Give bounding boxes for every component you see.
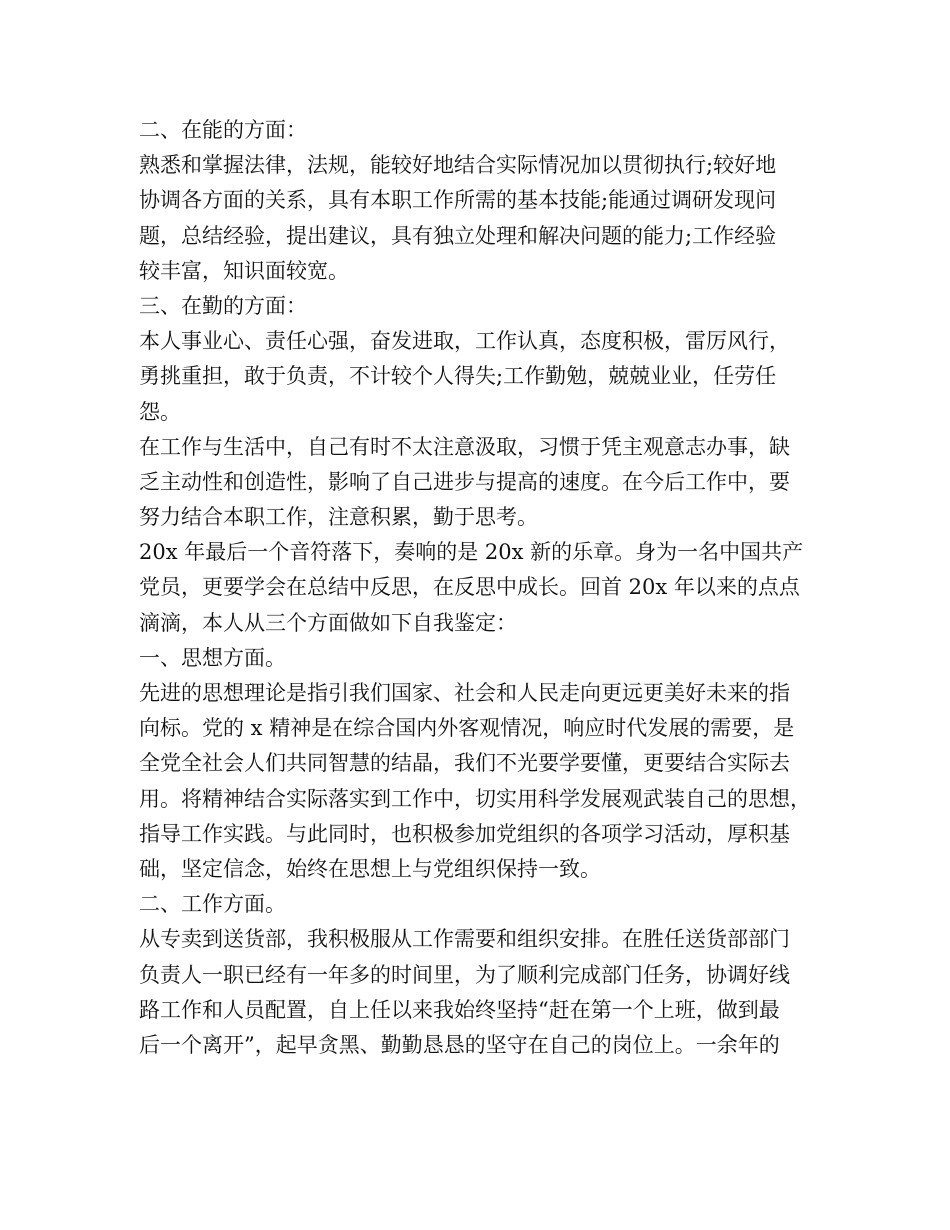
paragraph-line: 全党全社会人们共同智慧的结晶，我们不光要学要懂，更要结合实际去 (139, 751, 790, 776)
paragraph-line: 勇挑重担，敢于负责，不计较个人得失;工作勤勉，兢兢业业，任劳任 (139, 364, 777, 389)
paragraph-line: 从专卖到送货部，我积极服从工作需要和组织安排。在胜任送货部部门 (139, 927, 790, 952)
section-heading-ability: 二、在能的方面： (139, 118, 307, 142)
paragraph-line: 用。将精神结合实际落实到工作中，切实用科学发展观武装自己的思想， (139, 786, 811, 811)
paragraph-line: 后一个离开”，起早贪黑、勤勤恳恳的坚守在自己的岗位上。一余年的 (139, 1032, 780, 1057)
paragraph-line: 熟悉和掌握法律，法规，能较好地结合实际情况加以贯彻执行;较好地 (139, 153, 777, 178)
paragraph-line: 础，坚定信念，始终在思想上与党组织保持一致。 (139, 856, 601, 881)
paragraph-line: 怨。 (139, 399, 181, 424)
section-heading-thought: 一、思想方面。 (139, 645, 286, 670)
paragraph-line: 题，总结经验，提出建议，具有独立处理和解决问题的能力;工作经验 (139, 223, 777, 248)
paragraph-line: 指导工作实践。与此同时，也积极参加党组织的各项学习活动，厚积基 (139, 821, 790, 846)
paragraph-line: 先进的思想理论是指引我们国家、社会和人民走向更远更美好未来的指 (139, 681, 790, 705)
paragraph-line: 路工作和人员配置，自上任以来我始终坚持“赶在第一个上班，做到最 (139, 997, 780, 1022)
paragraph-line: 努力结合本职工作，注意积累，勤于思考。 (139, 505, 538, 530)
paragraph-line: 在工作与生活中，自己有时不太注意汲取，习惯于凭主观意志办事，缺 (139, 434, 790, 459)
document-body (139, 113, 819, 1063)
paragraph-line: 乏主动性和创造性，影响了自己进步与提高的速度。在今后工作中，要 (139, 469, 790, 494)
paragraph-line: 滴滴，本人从三个方面做如下自我鉴定： (139, 610, 517, 635)
paragraph-line: 向标。党的 x 精神是在综合国内外客观情况，响应时代发展的需要，是 (139, 716, 795, 741)
paragraph-line: 本人事业心、责任心强，奋发进取，工作认真，态度积极，雷厉风行， (139, 329, 790, 354)
paragraph-line: 负责人一职已经有一年多的时间里，为了顺利完成部门任务，协调好线 (139, 962, 790, 987)
section-heading-work: 二、工作方面。 (139, 892, 286, 917)
paragraph-line: 党员，更要学会在总结中反思，在反思中成长。回首 20x 年以来的点点 (139, 575, 800, 600)
paragraph-line: 协调各方面的关系，具有本职工作所需的基本技能;能通过调研发现问 (139, 188, 777, 213)
paragraph-line: 较丰富，知识面较宽。 (139, 258, 349, 283)
paragraph-line: 20x 年最后一个音符落下，奏响的是 20x 新的乐章。身为一名中国共产 (139, 540, 804, 565)
section-heading-diligence: 三、在勤的方面： (139, 293, 307, 318)
